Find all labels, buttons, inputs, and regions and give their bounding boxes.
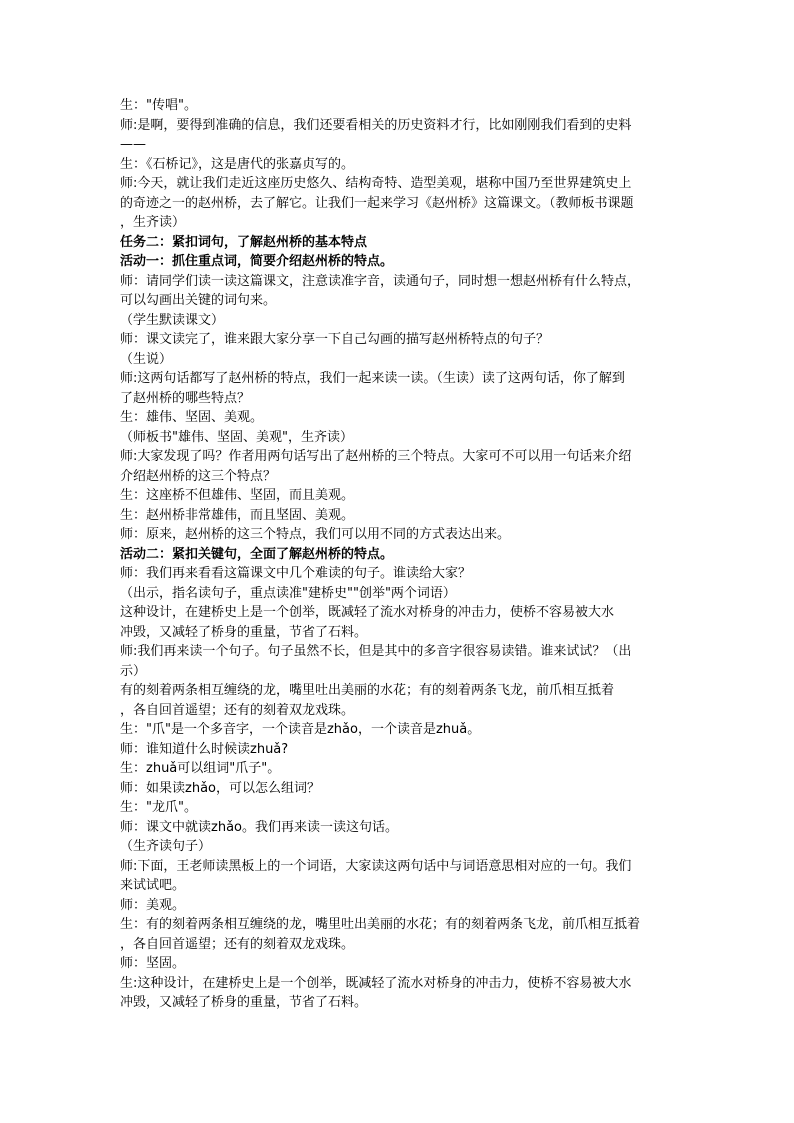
text-line: 师:我们再来读一个句子。句子虽然不长，但是其中的多音字很容易读错。谁来试试？（出 [120,644,632,659]
text-line: 生："龙爪"。 [120,800,197,815]
text-line: （师板书"雄伟、坚固、美观"，生齐读） [120,429,353,445]
text-line: 师：请同学们读一读这篇课文，注意读准字音，读通句子，同时想一想赵州桥有什么特点， [120,273,641,289]
text-line: 了赵州桥的哪些特点？ [120,390,251,406]
text-line: 师:今天，就让我们走近这座历史悠久、结构奇特、造型美观，堪称中国乃至世界建筑史上 [120,176,632,191]
text-line: （生说） [120,351,173,367]
text-line: 生："爪"是一个多音字，一个读音是zhǎo，一个读音是zhuǎ。 [120,722,481,737]
section-heading-line: 活动一：抓住重点词，简要介绍赵州桥的特点。 [120,254,394,269]
text-line: 师:大家发现了吗？作者用两句话写出了赵州桥的三个特点。大家可不可以用一句话来介绍 [120,449,632,464]
text-line: 生：有的刻着两条相互缠绕的龙，嘴里吐出美丽的水花；有的刻着两条飞龙，前爪相互抵着 [120,917,641,932]
text-line: 师:下面，王老师读黑板上的一个词语，大家读这两句话中与词语意思相对应的一句。我们 [120,858,632,874]
section-heading-line: 活动二：紧扣关键句，全面了解赵州桥的特点。 [120,546,394,562]
text-line: ，各自回首遥望；还有的刻着双龙戏珠。 [120,936,355,952]
text-line: 师：谁知道什么时候读zhuǎ? [120,741,289,757]
text-line: 介绍赵州桥的这三个特点？ [120,468,277,484]
text-line: ，各自回首遥望；还有的刻着双龙戏珠。 [120,702,355,718]
text-line: 生:这种设计，在建桥史上是一个创举，既减轻了流水对桥身的冲击力，使桥不容易被大水 [120,975,632,991]
text-line: 师：美观。 [120,897,186,913]
text-line: 师：课文中就读zhǎo。我们再来读一读这句话。 [120,819,398,835]
text-line: 生：zhuǎ可以组词"爪子"。 [120,761,281,776]
text-line: 这种设计，在建桥史上是一个创举，既减轻了流水对桥身的冲击力，使桥不容易被大水 [120,605,615,620]
text-line: （生齐读句子） [120,839,212,854]
text-line: 师:是啊，要得到准确的信息，我们还要看相关的历史资料才行，比如刚刚我们看到的史料 [120,117,632,133]
text-line: 师：课文读完了，谁来跟大家分享一下自己勾画的描写赵州桥特点的句子？ [120,332,550,347]
text-line: ，生齐读） [120,215,186,230]
text-line: （学生默读课文） [120,312,225,328]
text-line: 师：坚固。 [120,956,186,971]
text-line: 生：赵州桥非常雄伟，而且坚固、美观。 [120,507,355,523]
text-line: 的奇迹之一的赵州桥，去了解它。让我们一起来学习《赵州桥》这篇课文。（教师板书课题 [120,195,634,211]
text-line: 示） [120,663,147,679]
text-line: 师：如果读zhǎo，可以怎么组词？ [120,780,320,796]
text-line: 可以勾画出关键的词句来。 [120,293,277,308]
text-line: 师:这两句话都写了赵州桥的特点，我们一起来读一读。（生读）读了这两句话，你了解到 [120,371,625,386]
text-line: —— [120,137,146,152]
text-line: （出示，指名读句子，重点读准"建桥史""创举"两个词语） [120,585,456,601]
text-line: 有的刻着两条相互缠绕的龙，嘴里吐出美丽的水花；有的刻着两条飞龙，前爪相互抵着 [120,683,615,698]
text-line: 师：原来，赵州桥的这三个特点，我们可以用不同的方式表达出来。 [120,527,511,542]
text-line: 冲毁，又减轻了桥身的重量，节省了石料。 [120,624,368,640]
text-line: 师：我们再来看看这篇课文中几个难读的句子。谁读给大家？ [120,566,472,581]
text-line: 生：雄伟、坚固、美观。 [120,410,264,425]
text-line: 生："传唱"。 [120,98,197,113]
text-line: 生：《石桥记》，这是唐代的张嘉贞写的。 [120,156,355,172]
text-line: 来试试吧。 [120,878,186,893]
section-heading-line: 任务二：紧扣词句，了解赵州桥的基本特点 [120,234,368,250]
text-line: 生：这座桥不但雄伟、坚固，而且美观。 [120,488,355,503]
document-body [120,96,690,1013]
text-line: 冲毁，又减轻了桥身的重量，节省了石料。 [120,995,368,1010]
